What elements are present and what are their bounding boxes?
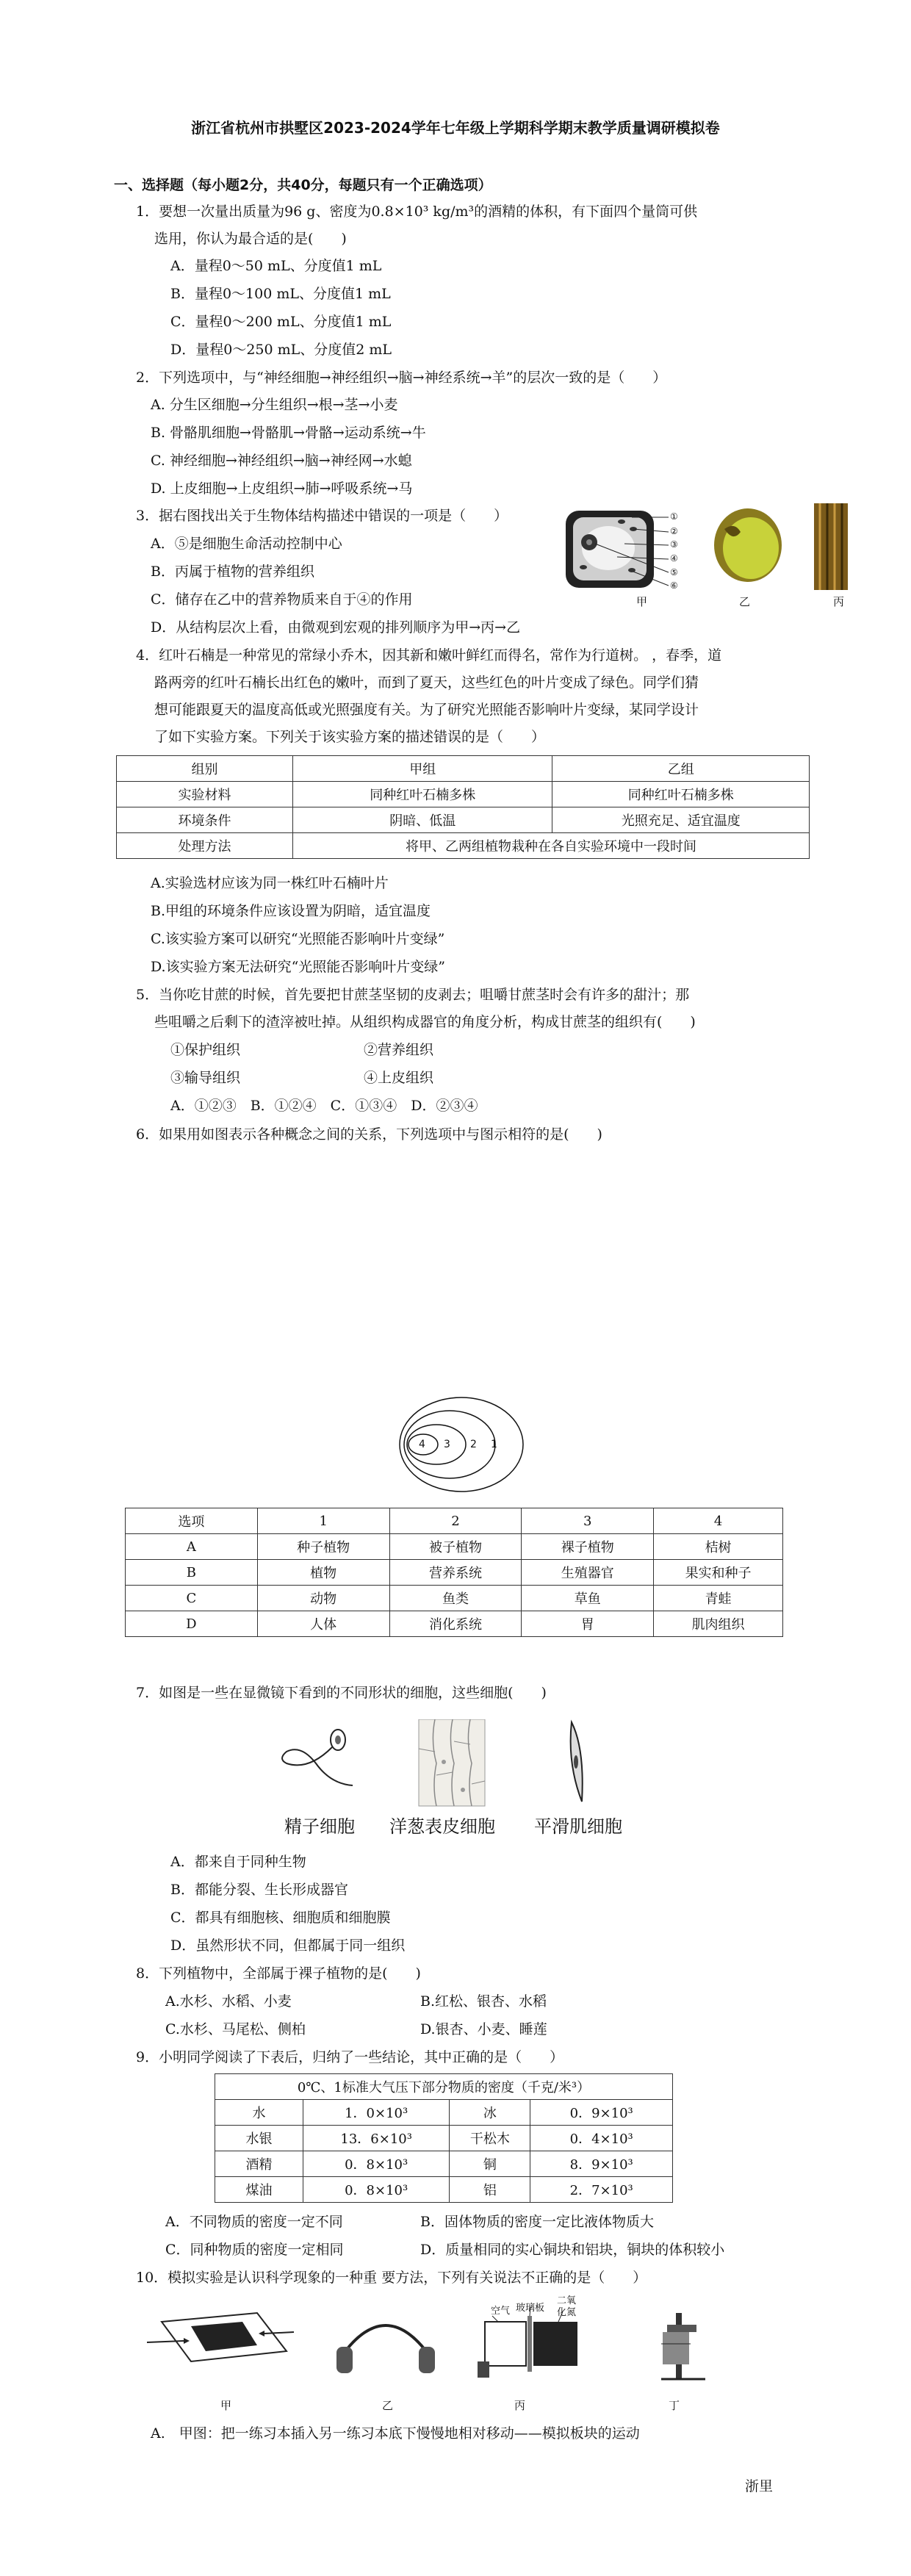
q5-option-2: ②营养组织 [364,1042,434,1058]
caption-sperm-cell: 精子细胞 [284,1816,355,1837]
table-cell: 同种红叶石楠多株 [552,782,810,807]
table-cell: 实验材料 [117,782,293,807]
q10-experiments-figure [147,2300,808,2388]
label-2: ② [670,526,678,536]
table-row [126,1586,783,1611]
circle-label-3: 3 [444,1439,450,1450]
table-row [117,782,810,807]
label-glass-plate: 玻璃板 [516,2303,545,2314]
table-cell: A [126,1534,258,1560]
fig-bing-caption: 丙 [514,2399,526,2412]
q4-table [116,755,810,859]
table-cell: 青蛙 [654,1586,783,1611]
q7-option-a: A．都来自于同种生物 [170,1854,306,1870]
table-cell: 光照充足、适宜温度 [552,807,810,833]
onion-cell-image [419,1719,485,1806]
label-no2-line1: 二氧 [557,2295,577,2306]
fig-ding-caption: 丁 [669,2399,680,2412]
table-cell: 被子植物 [389,1534,522,1560]
table-cell: 铝 [450,2177,530,2203]
label-5: ⑤ [670,567,678,578]
table-cell: 生殖器官 [522,1560,654,1586]
table-row [126,1534,783,1560]
circle-label-4: 4 [419,1439,425,1450]
table-cell: 2 [389,1508,522,1534]
q7-cells-figure [279,1719,632,1807]
table-cell: 1．0×10³ [303,2100,449,2126]
table-cell: 胃 [522,1611,654,1637]
table-cell: B [126,1560,258,1586]
table-cell: 果实和种子 [654,1560,783,1586]
book-plates-image [147,2313,294,2361]
table-cell: 13．6×10³ [303,2126,449,2151]
q9-option-a: A．不同物质的密度一定不同 [165,2214,343,2230]
circle-label-1: 1 [491,1439,497,1450]
table-cell: 植物 [257,1560,389,1586]
table-cell: 动物 [257,1586,389,1611]
table-cell: 选项 [126,1508,258,1534]
label-air: 空气 [491,2306,511,2317]
q2-option-c: C. 神经细胞→神经组织→脑→神经网→水螅 [151,453,412,469]
q8-option-d: D.银杏、小麦、睡莲 [420,2021,547,2037]
table-cell: 水银 [215,2126,303,2151]
q7-stem: 7．如图是一些在显微镜下看到的不同形状的细胞，这些细胞( ) [136,1685,547,1701]
q9-option-c: C．同种物质的密度一定相同 [165,2242,344,2258]
q3-stem: 3．据右图找出关于生物体结构描述中错误的一项是（ ） [136,508,508,524]
fig-yi-label: 乙 [739,595,751,608]
table-cell: 环境条件 [117,807,293,833]
table-cell: 处理方法 [117,833,293,859]
table-row [215,2177,673,2203]
table-cell: 桔树 [654,1534,783,1560]
q4-option-a: A.实验选材应该为同一株红叶石楠叶片 [151,875,389,891]
apparatus-image [661,2313,705,2379]
q1-stem-line2: 选用，你认为最合适的是( ) [154,231,347,247]
q4-line1: 4．红叶石楠是一种常见的常绿小乔木，因其新和嫩叶鲜红而得名，常作为行道树。 ，春季，道 [136,647,722,663]
q9-stem: 9．小明同学阅读了下表后，归纳了一些结论，其中正确的是（ ） [136,2049,564,2065]
bending-ruler-image [336,2325,435,2373]
q4-option-d: D.该实验方案无法研究“光照能否影响叶片变绿” [151,959,446,975]
table-cell: 4 [654,1508,783,1534]
table-cell: 8．9×10³ [530,2151,673,2177]
q5-line2: 些咀嚼之后剩下的渣滓被吐掉。从组织构成器官的角度分析，构成甘蔗茎的组织有( ) [154,1014,696,1030]
q1-stem-line1: 1．要想一次量出质量为96 g、密度为0.8×10³ kg/m³的酒精的体积，有下面四个量筒可供 [136,204,698,220]
table-row [215,2074,673,2100]
q10-option-a: A. 甲图：把一练习本插入另一练习本底下慢慢地相对移动——模拟板块的运动 [151,2425,640,2442]
q5-option-3: ③输导组织 [170,1070,241,1086]
table-cell: 干松木 [450,2126,530,2151]
fig-jia-caption: 甲 [220,2399,232,2412]
table-row [215,2151,673,2177]
q3-option-a: A．⑤是细胞生命活动控制中心 [151,536,342,552]
table-cell: 肌肉组织 [654,1611,783,1637]
table-row [117,756,810,782]
label-6: ⑥ [670,580,678,591]
table-cell: 裸子植物 [522,1534,654,1560]
table-title-cell: 0℃、1标准大气压下部分物质的密度（千克/米³） [215,2074,673,2100]
table-cell: 0．4×10³ [530,2126,673,2151]
table-row [215,2126,673,2151]
table-cell: 营养系统 [389,1560,522,1586]
footer-text: 浙里 [745,2478,774,2494]
q8-option-c: C.水杉、马尾松、侧柏 [165,2021,306,2037]
table-row [126,1611,783,1637]
q4-line3: 想可能跟夏天的温度高低或光照强度有关。为了研究光照能否影响叶片变绿，某同学设计 [154,702,699,718]
q2-option-b: B. 骨骼肌细胞→骨骼肌→骨骼→运动系统→牛 [151,425,426,441]
q1-option-a: A．量程0～50 mL、分度值1 mL [170,258,382,274]
table-cell: 阴暗、低温 [292,807,552,833]
fig-yi-caption: 乙 [382,2399,394,2412]
q5-choices: A．①②③ B．①②④ C．①③④ D．②③④ [170,1098,478,1114]
table-cell: 2．7×10³ [530,2177,673,2203]
q7-option-c: C．都具有细胞核、细胞质和细胞膜 [170,1910,391,1926]
table-cell: 组别 [117,756,293,782]
q3-figure [551,500,852,610]
q3-option-b: B．丙属于植物的营养组织 [151,564,314,580]
q2-option-d: D. 上皮细胞→上皮组织→肺→呼吸系统→马 [151,481,413,497]
table-cell: 同种红叶石楠多株 [292,782,552,807]
table-cell: 草鱼 [522,1586,654,1611]
table-cell: 消化系统 [389,1611,522,1637]
smooth-muscle-cell-image [571,1722,583,1802]
table-row [215,2100,673,2126]
table-row [126,1560,783,1586]
q8-option-a: A.水杉、水稻、小麦 [165,1993,292,2010]
q4-option-b: B.甲组的环境条件应该设置为阴暗，适宜温度 [151,903,431,919]
q2-stem: 2．下列选项中，与“神经细胞→神经组织→脑→神经系统→羊”的层次一致的是（ ） [136,370,667,386]
table-cell: 乙组 [552,756,810,782]
table-cell: 煤油 [215,2177,303,2203]
table-cell: C [126,1586,258,1611]
q5-line1: 5．当你吃甘蔗的时候，首先要把甘蔗茎坚韧的皮剥去；咀嚼甘蔗茎时会有许多的甜汁；那 [136,987,690,1003]
label-3: ③ [670,539,678,550]
q2-option-a: A. 分生区细胞→分生组织→根→茎→小麦 [151,397,398,413]
q5-option-1: ①保护组织 [170,1042,241,1058]
label-4: ④ [670,553,678,564]
sperm-cell-image [282,1730,353,1785]
caption-muscle-cell: 平滑肌细胞 [534,1816,622,1837]
fig-bing-label: 丙 [833,595,845,608]
table-cell: 水 [215,2100,303,2126]
table-cell: 0．9×10³ [530,2100,673,2126]
q9-option-d: D．质量相同的实心铜块和铝块，铜块的体积较小 [420,2242,725,2258]
q4-line4: 了如下实验方案。下列关于该实验方案的描述错误的是（ ） [154,729,546,745]
tissue-diagram [814,503,848,590]
table-cell: D [126,1611,258,1637]
q1-option-d: D．量程0～250 mL、分度值2 mL [170,342,392,358]
exam-title: 浙江省杭州市拱墅区2023-2024学年七年级上学期科学期末教学质量调研模拟卷 [191,119,720,137]
table-cell: 铜 [450,2151,530,2177]
q6-stem: 6．如果用如图表示各种概念之间的关系，下列选项中与图示相符的是( ) [136,1126,602,1143]
plant-cell-diagram [566,511,669,588]
q6-table [125,1508,783,1637]
q8-stem: 8．下列植物中，全部属于裸子植物的是( ) [136,1965,421,1982]
q9-option-b: B．固体物质的密度一定比液体物质大 [420,2214,654,2230]
seed-diagram [714,508,782,582]
table-cell: 0．8×10³ [303,2151,449,2177]
q3-option-d: D．从结构层次上看，由微观到宏观的排列顺序为甲→丙→乙 [151,619,521,636]
q1-option-b: B．量程0～100 mL、分度值1 mL [170,286,391,302]
section-heading: 一、选择题（每小题2分，共40分，每题只有一个正确选项） [114,177,492,193]
table-cell: 3 [522,1508,654,1534]
q4-option-c: C.该实验方案可以研究“光照能否影响叶片变绿” [151,931,445,947]
label-1: ① [670,511,678,522]
q7-option-d: D．虽然形状不同，但都属于同一组织 [170,1938,406,1954]
table-cell: 冰 [450,2100,530,2126]
table-cell: 酒精 [215,2151,303,2177]
q9-density-table [215,2073,673,2203]
table-cell: 人体 [257,1611,389,1637]
fig-jia-label: 甲 [636,595,648,608]
q1-option-c: C．量程0～200 mL、分度值1 mL [170,314,392,330]
q7-option-b: B．都能分裂、生长形成器官 [170,1882,348,1898]
table-cell: 甲组 [292,756,552,782]
table-cell: 将甲、乙两组植物栽种在各自实验环境中一段时间 [292,833,809,859]
concept-circles-diagram [397,1396,529,1495]
q3-option-c: C．储存在乙中的营养物质来自于④的作用 [151,591,413,608]
caption-onion-cell: 洋葱表皮细胞 [389,1816,495,1837]
q5-option-4: ④上皮组织 [364,1070,434,1086]
table-cell: 种子植物 [257,1534,389,1560]
table-cell: 1 [257,1508,389,1534]
table-row [117,833,810,859]
label-no2-line2: 化氮 [557,2307,577,2318]
q4-line2: 路两旁的红叶石楠长出红色的嫩叶，而到了夏天，这些红色的叶片变成了绿色。同学们猜 [154,674,699,691]
q10-stem: 10．模拟实验是认识科学现象的一种重 要方法，下列有关说法不正确的是（ ） [136,2270,647,2286]
table-row [117,807,810,833]
table-cell: 鱼类 [389,1586,522,1611]
table-row [126,1508,783,1534]
q8-option-b: B.红松、银杏、水稻 [420,1993,547,2010]
table-cell: 0．8×10³ [303,2177,449,2203]
circle-label-2: 2 [470,1439,477,1450]
